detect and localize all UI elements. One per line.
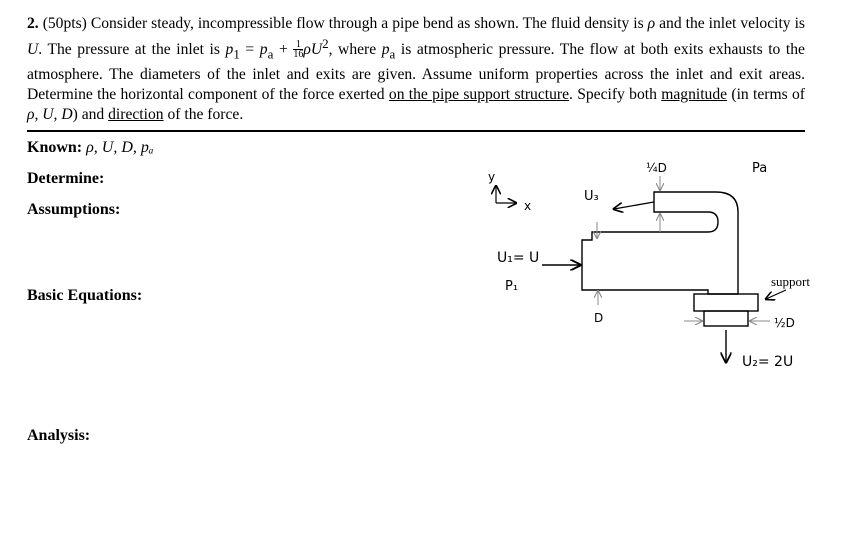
coordinate-axes [488, 170, 531, 213]
underlined-support: on the pipe support structure [388, 86, 569, 104]
var-rho: ρ [647, 15, 656, 32]
known-label: Known: [27, 139, 83, 156]
var-pa: p [259, 41, 268, 59]
underlined-magnitude: magnitude [661, 86, 728, 104]
analysis-label: Analysis: [27, 427, 91, 444]
x-axis-label: x [524, 199, 532, 213]
problem-text: . The pressure at the inlet is [38, 41, 220, 59]
problem-text: . Specify both [569, 86, 657, 104]
underlined-direction: direction [108, 106, 164, 124]
problem-text: ) and [72, 106, 105, 124]
y-axis-label: y [488, 170, 496, 184]
problem-text: of the force. [167, 106, 244, 124]
equals-sign: = [245, 41, 255, 59]
support-pointer-arrow [766, 290, 786, 299]
var-pa-sub: a [389, 46, 396, 62]
var-u: U [27, 41, 39, 59]
term-sup: 2 [322, 36, 329, 52]
pipe-outline [582, 192, 738, 294]
problem-text: Consider steady, incompressible flow through a pipe bend as shown. The fluid density is [90, 15, 644, 32]
plus-sign: + [278, 41, 288, 59]
problem-text: , where [328, 41, 377, 59]
support-block [694, 294, 758, 311]
exit2-nozzle [704, 311, 748, 326]
var-p1-sub: 1 [233, 46, 240, 62]
problem-points: (50pts) [42, 15, 87, 32]
basic-equations-label: Basic Equations: [27, 287, 143, 304]
support-label: support [771, 274, 810, 289]
var-p1: p [225, 41, 234, 59]
problem-text: is atmospheric pressure. The flow at both exits exhausts to the atmosphere. The diameters of the inlet and exits are given. Assume uniform properties across the inlet and exit areas. Determine the horizontal component of the force exerted [27, 41, 805, 104]
var-pa: p [381, 41, 390, 59]
inlet-velocity-label: U₁= U [497, 250, 540, 266]
assumptions-label: Assumptions: [27, 201, 121, 218]
exit2-velocity-label: U₂= 2U [742, 354, 794, 370]
problem-text: (in terms of [731, 86, 805, 104]
term-rho-u: ρU [303, 41, 323, 59]
exit3-velocity-label: U₃ [584, 189, 599, 204]
known-values: ρ, U, D, pₐ [86, 139, 154, 156]
atmos-pressure-label: Pa [752, 161, 768, 176]
exit2-diameter-label: ½D [774, 316, 795, 330]
frac-num: 1 [293, 40, 303, 50]
exit3-velocity-arrow [614, 202, 654, 209]
inlet-diameter-label: D [594, 311, 604, 325]
var-pa-sub: a [267, 46, 274, 62]
frac-den: 16 [293, 49, 304, 61]
exit3-diameter-label: ¼D [646, 161, 667, 175]
inlet-pressure-label: P₁ [505, 279, 519, 294]
problem-number: 2. [27, 15, 39, 32]
vars-list: ρ, U, D [27, 106, 73, 124]
determine-label: Determine: [27, 170, 105, 187]
problem-text: and the inlet velocity is [659, 15, 805, 32]
